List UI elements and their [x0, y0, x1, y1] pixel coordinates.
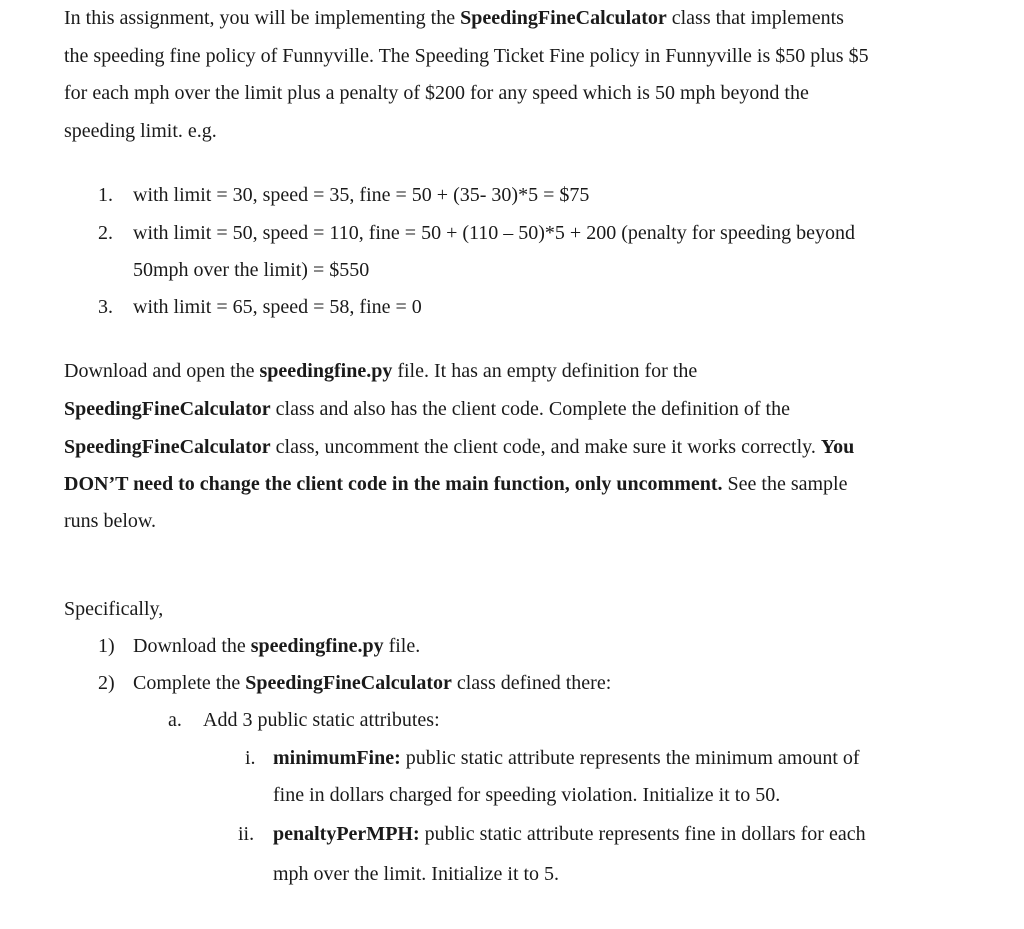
example-number-1: 1.: [98, 184, 113, 206]
specifically-heading: Specifically,: [64, 598, 164, 620]
example-2-line-2: 50mph over the limit) = $550: [133, 259, 370, 281]
example-number-2: 2.: [98, 222, 113, 244]
example-2-line-1: with limit = 50, speed = 110, fine = 50 + (110 – 50)*5 + 200 (penalty for speeding beyond: [133, 222, 856, 244]
bold-text: DON’T need to change the client code in the main function, only uncomment.: [64, 473, 723, 495]
example-1-line-1: with limit = 30, speed = 35, fine = 50 + (35- 30)*5 = $75: [133, 184, 590, 206]
roman-i-line-2: fine in dollars charged for speeding violation. Initialize it to 50.: [273, 784, 781, 806]
step-1-text: Download the speedingfine.py file.: [133, 635, 421, 657]
bold-text: speedingfine.py: [259, 360, 393, 382]
bold-text: SpeedingFineCalculator: [64, 436, 271, 458]
sub-item-a-text: Add 3 public static attributes:: [203, 709, 440, 731]
download-line-2: SpeedingFineCalculator class and also has the client code. Complete the definition of the: [64, 398, 790, 420]
bold-text: minimumFine:: [273, 747, 401, 769]
roman-ii-line-2: mph over the limit. Initialize it to 5.: [273, 863, 560, 885]
roman-i-number: i.: [245, 747, 256, 769]
intro-line-4: speeding limit. e.g.: [64, 120, 217, 142]
step-number-2: 2): [98, 672, 115, 694]
download-line-4: DON’T need to change the client code in the main function, only uncomment. See the sample: [64, 473, 848, 495]
download-line-5: runs below.: [64, 510, 157, 532]
bold-text: SpeedingFineCalculator: [245, 672, 452, 694]
intro-line-2: the speeding fine policy of Funnyville. The Speeding Ticket Fine policy in Funnyville is $50 plus $5: [64, 45, 869, 67]
step-number-1: 1): [98, 635, 115, 657]
example-number-3: 3.: [98, 296, 113, 318]
download-line-3: SpeedingFineCalculator class, uncomment the client code, and make sure it works correctly. You: [64, 436, 855, 458]
bold-text: speedingfine.py: [250, 635, 384, 657]
example-3-line-1: with limit = 65, speed = 58, fine = 0: [133, 296, 422, 318]
sub-item-a-number: a.: [168, 709, 182, 731]
roman-ii-line-1: penaltyPerMPH: public static attribute represents fine in dollars for each: [273, 823, 866, 845]
step-2-text: Complete the SpeedingFineCalculator class defined there:: [133, 672, 612, 694]
roman-ii-number: ii.: [238, 823, 255, 845]
bold-text: SpeedingFineCalculator: [64, 398, 271, 420]
download-line-1: Download and open the speedingfine.py file. It has an empty definition for the: [64, 360, 698, 382]
bold-text: You: [820, 436, 855, 458]
intro-line-1: In this assignment, you will be implementing the SpeedingFineCalculator class that implements: [64, 7, 844, 29]
bold-text: SpeedingFineCalculator: [460, 7, 667, 29]
intro-line-3: for each mph over the limit plus a penalty of $200 for any speed which is 50 mph beyond the: [64, 82, 809, 104]
bold-text: penaltyPerMPH:: [273, 823, 420, 845]
roman-i-line-1: minimumFine: public static attribute represents the minimum amount of: [273, 747, 860, 769]
